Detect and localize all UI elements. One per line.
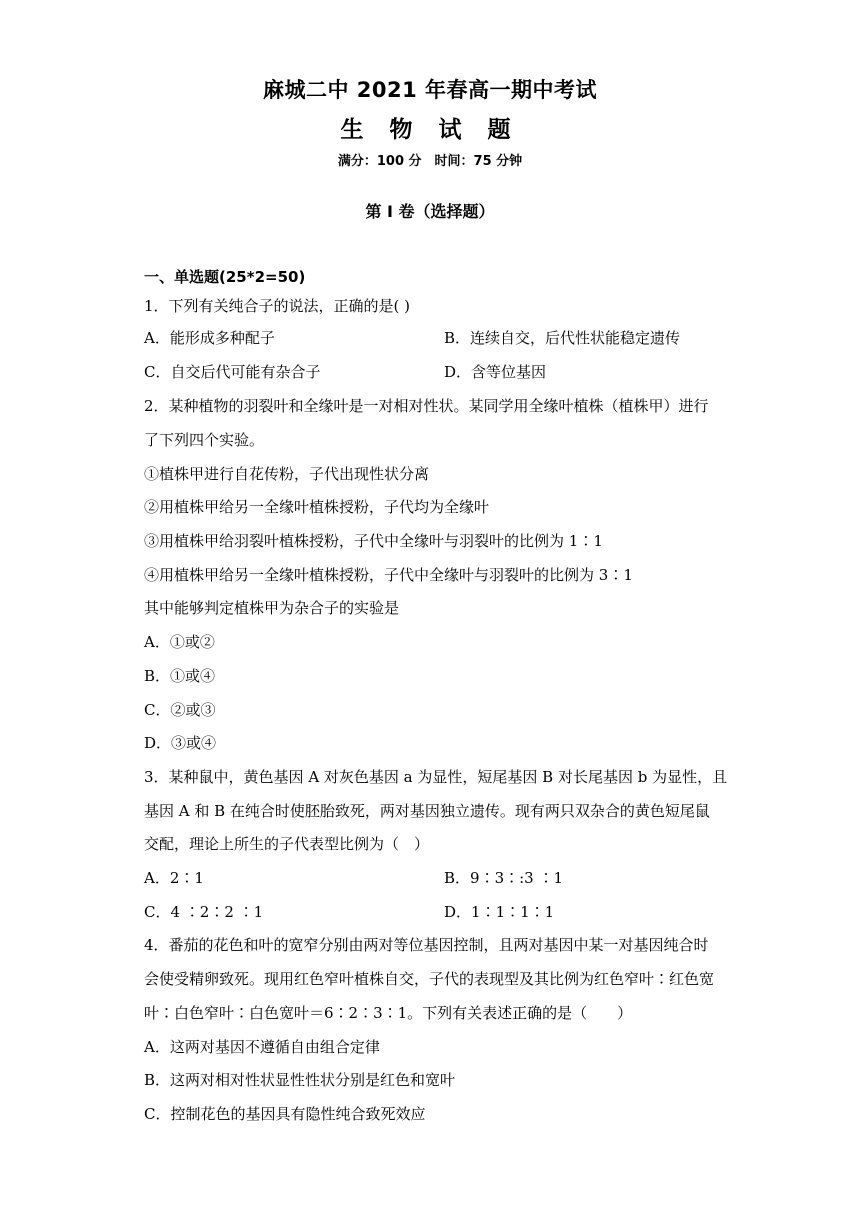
q1-option-d[interactable]: D．含等位基因 — [444, 363, 547, 381]
question-2-stem-cont: 了下列四个实验。 — [144, 431, 265, 449]
q4-option-c[interactable]: C．控制花色的基因具有隐性纯合致死效应 — [144, 1105, 426, 1123]
question-4-stem-cont-1: 会使受精卵致死。现用红色窄叶植株自交，子代的表现型及其比例为红色窄叶∶红色宽 — [144, 970, 715, 988]
question-4-stem: 4．番茄的花色和叶的宽窄分别由两对等位基因控制，且两对基因中某一对基因纯合时 — [144, 936, 709, 954]
q1-option-b[interactable]: B．连续自交，后代性状能稳定遗传 — [444, 329, 681, 347]
q1-option-a[interactable]: A．能形成多种配子 — [144, 329, 275, 347]
q1-option-c[interactable]: C．自交后代可能有杂合子 — [144, 363, 321, 381]
exam-title: 麻城二中 2021 年春高一期中考试 — [262, 78, 598, 102]
q2-option-a[interactable]: A．①或② — [144, 633, 215, 651]
q2-option-b[interactable]: B．①或④ — [144, 667, 216, 685]
score-time-info: 满分：100 分 时间：75 分钟 — [337, 154, 523, 169]
question-3-stem-cont-2: 交配，理论上所生的子代表型比例为（ ） — [144, 835, 430, 853]
part-heading: 第 I 卷（选择题） — [365, 202, 495, 221]
q4-option-b[interactable]: B．这两对相对性状显性性状分别是红色和宽叶 — [144, 1071, 456, 1089]
question-3-stem: 3．某种鼠中，黄色基因 A 对灰色基因 a 为显性，短尾基因 B 对长尾基因 b 为显性，且 — [144, 768, 728, 786]
section-heading: 一、单选题(25*2=50) — [144, 268, 306, 286]
q2-experiment-3: ③用植株甲给羽裂叶植株授粉，子代中全缘叶与羽裂叶的比例为 1∶1 — [144, 532, 603, 550]
q3-option-a[interactable]: A．2∶1 — [144, 869, 204, 887]
subject-title: 生 物 试 题 — [340, 117, 520, 143]
question-4-stem-cont-2: 叶∶白色窄叶∶白色宽叶＝6∶2∶3∶1。下列有关表述正确的是（ ） — [144, 1004, 633, 1022]
q3-option-b[interactable]: B．9∶3∶:3 ∶1 — [444, 869, 564, 887]
question-1-stem: 1．下列有关纯合子的说法，正确的是( ) — [144, 297, 411, 315]
q3-option-d[interactable]: D．1∶1∶1∶1 — [444, 903, 555, 921]
q2-experiment-2: ②用植株甲给另一全缘叶植株授粉，子代均为全缘叶 — [144, 498, 490, 516]
question-2-stem: 2．某种植物的羽裂叶和全缘叶是一对相对性状。某同学用全缘叶植株（植株甲）进行 — [144, 397, 709, 415]
q4-option-a[interactable]: A．这两对基因不遵循自由组合定律 — [144, 1038, 380, 1056]
q2-question: 其中能够判定植株甲为杂合子的实验是 — [144, 599, 400, 617]
question-3-stem-cont-1: 基因 A 和 B 在纯合时使胚胎致死，两对基因独立遗传。现有两只双杂合的黄色短尾鼠 — [144, 802, 710, 820]
q3-option-c[interactable]: C．4 ∶2∶2 ∶1 — [144, 903, 264, 921]
q2-experiment-4: ④用植株甲给另一全缘叶植株授粉，子代中全缘叶与羽裂叶的比例为 3∶1 — [144, 566, 633, 584]
q2-option-c[interactable]: C．②或③ — [144, 701, 216, 719]
q2-experiment-1: ①植株甲进行自花传粉，子代出现性状分离 — [144, 465, 430, 483]
q2-option-d[interactable]: D．③或④ — [144, 734, 217, 752]
